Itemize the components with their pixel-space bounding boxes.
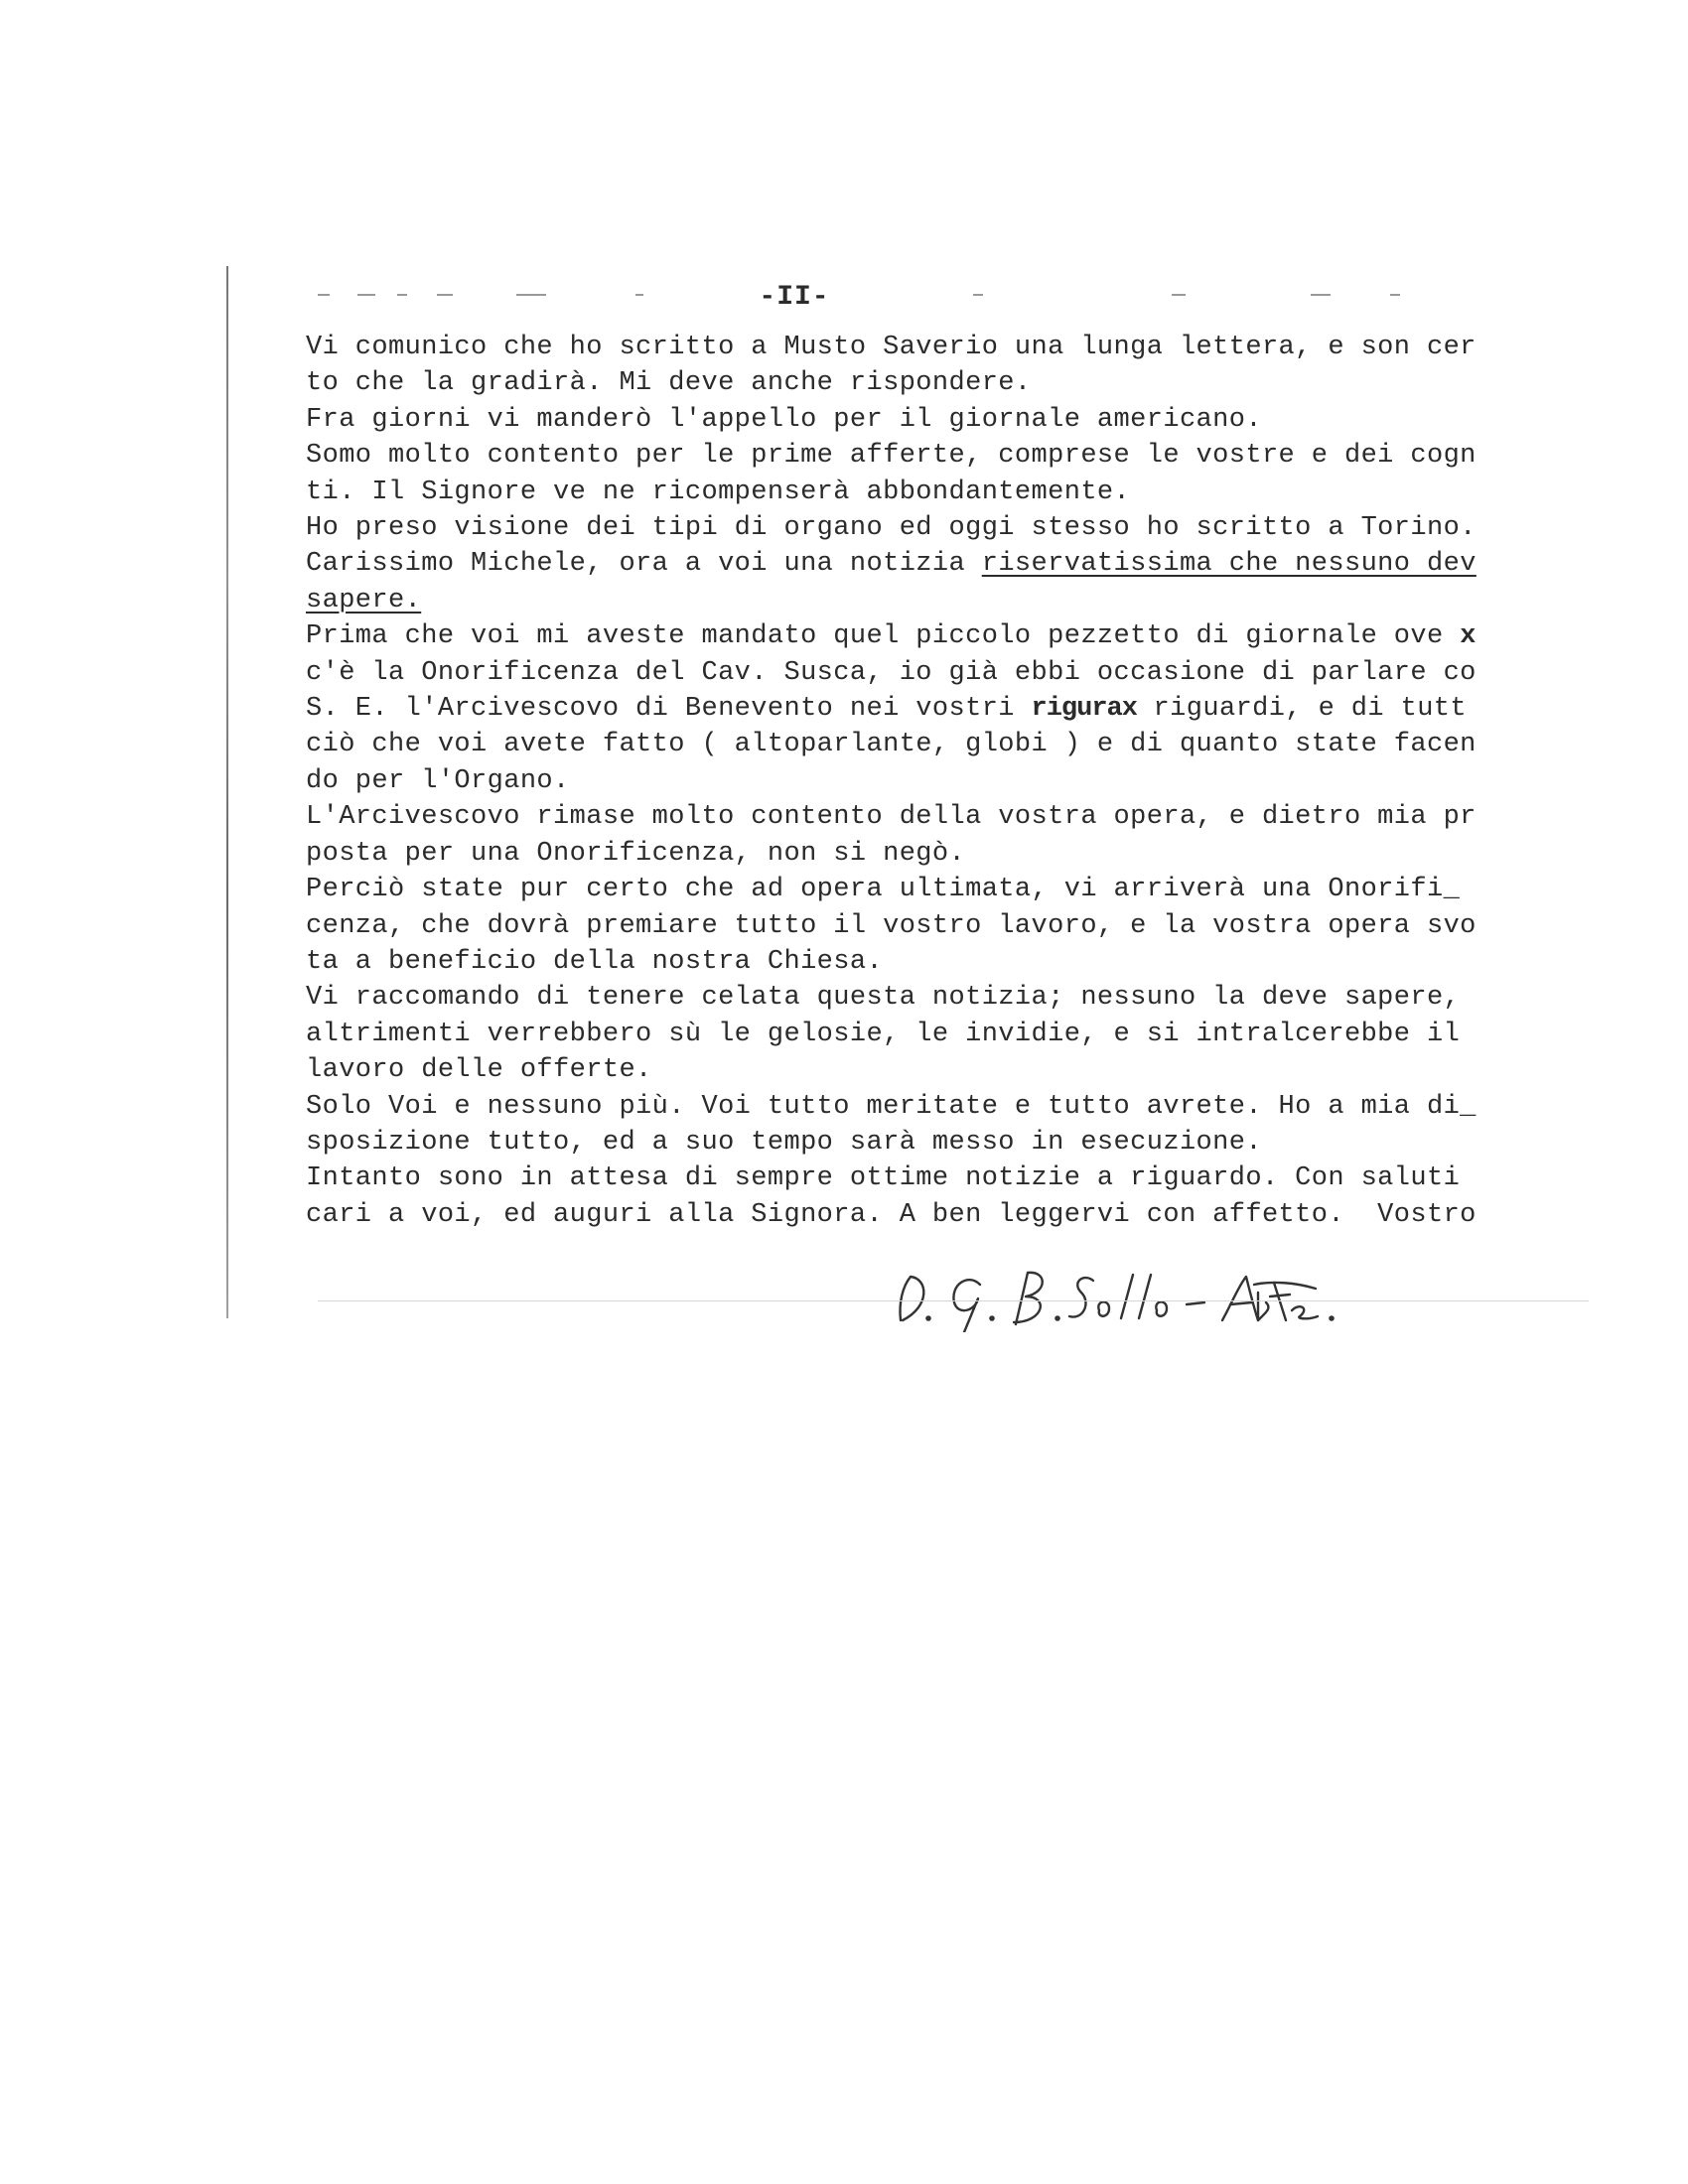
letter-line-10: c'è la Onorificenza del Cav. Susca, io già ebbi occasione di parlare co (306, 657, 1477, 688)
letter-line-17: cenza, che dovrà premiare tutto il vostro lavoro, e la vostra opera svo (306, 910, 1477, 941)
letter-line-6: Ho preso visione dei tipi di organo ed oggi stesso ho scritto a Torino. (306, 513, 1477, 544)
letter-line-16: Perciò state pur certo che ad opera ultimata, vi arriverà una Onorifi_ (306, 875, 1461, 905)
letter-line-19: Vi raccomando di tenere celata questa notizia; nessuno la deve sapere, (306, 983, 1461, 1014)
letter-line-12: ciò che voi avete fatto ( altoparlante, globi ) e di quanto state facen (306, 730, 1477, 760)
letter-line-3: Fra giorni vi manderò l'appello per il giornale americano. (306, 404, 1262, 435)
letter-line-11-tail: riguardi, e di tutt (1136, 694, 1468, 725)
letter-line-13: do per l'Organo. (306, 765, 570, 796)
letter-line-11 (306, 691, 1626, 727)
letter-line-7-text: Carissimo Michele, ora a voi una notizia (306, 549, 982, 580)
letter-line-2: to che la gradirà. Mi deve anche rispondere. (306, 368, 1032, 399)
letter-line-22: Solo Voi e nessuno più. Voi tutto meritate e tutto avrete. Ho a mia di_ (306, 1091, 1477, 1122)
letter-line-1: Vi comunico che ho scritto a Musto Saverio una lunga lettera, e son cer (306, 333, 1477, 362)
letter-line-4: Somo molto contento per le prime afferte, comprese le vostre e dei cogn (306, 441, 1477, 472)
letter-line-25: cari a voi, ed auguri alla Signora. A ben leggervi con affetto. Vostro (306, 1199, 1477, 1230)
letter-line-9-text: Prima che voi mi aveste mandato quel piccolo pezzetto di giornale ove (306, 621, 1461, 652)
letter-line-21: lavoro delle offerte. (306, 1055, 652, 1086)
letter-line-20: altrimenti verrebbero sù le gelosie, le invidie, e si intralcerebbe il (306, 1019, 1461, 1049)
underlined-word: sapere. (306, 585, 422, 615)
letter-line-9 (306, 618, 1626, 654)
letter-line-14: L'Arcivescovo rimase molto contento della vostra opera, e dietro mia pr (306, 802, 1477, 833)
letter-line-5: ti. Il Signore ve ne ricompenserà abbondantemente. (306, 477, 1131, 507)
letter-line-11-text: S. E. l'Arcivescovo di Benevento nei vostri (306, 694, 1032, 725)
faint-rule (318, 1300, 1589, 1301)
letter-line-7 (306, 546, 1626, 582)
letter-line-23: sposizione tutto, ed a suo tempo sarà messo in esecuzione. (306, 1127, 1262, 1158)
overtyped-char: x (1460, 621, 1476, 652)
letter-line-18: ta a beneficio della nostra Chiesa. (306, 946, 884, 977)
handwritten-signature (889, 1263, 1405, 1332)
letter-body (306, 330, 1626, 1233)
letter-line-24: Intanto sono in attesa di sempre ottime notizie a riguardo. Con saluti (306, 1163, 1461, 1194)
page-number: -II- (759, 282, 830, 313)
letter-line-15: posta per una Onorificenza, non si negò. (306, 838, 966, 869)
underlined-phrase: riservatissima che nessuno dev (981, 549, 1477, 580)
left-margin-scan-line (226, 266, 228, 1318)
overtyped-word: rigurax (1031, 694, 1137, 725)
letter-line-8 (306, 583, 1626, 618)
